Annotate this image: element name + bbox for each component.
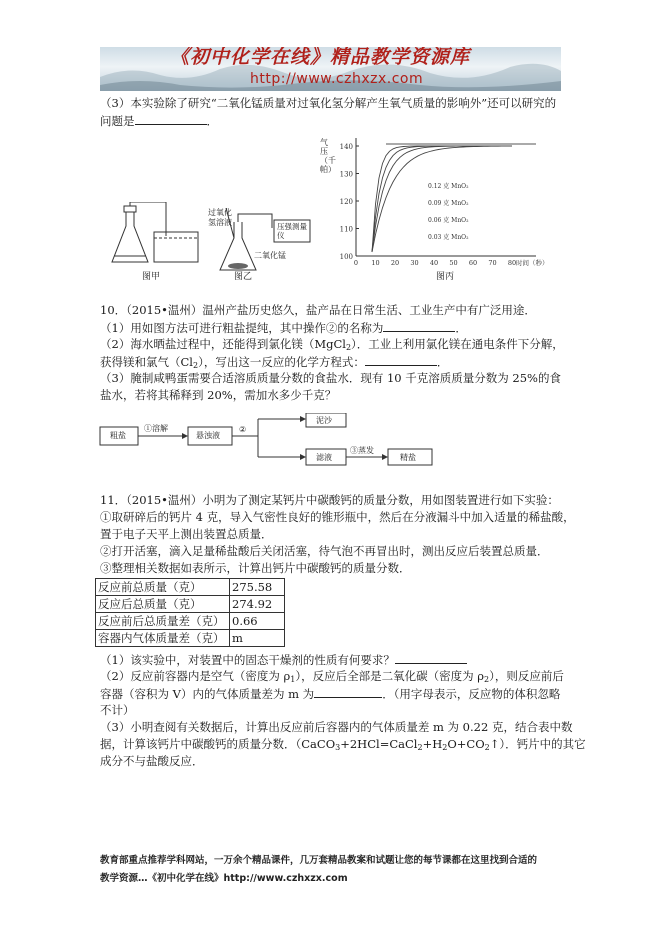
q11-p3-text-e: O+CO (447, 737, 485, 751)
flow-step2: ② (239, 425, 247, 434)
graph-x-axis-label: 时间（秒） (516, 259, 549, 267)
q11-p3-text-d: +H (422, 737, 443, 751)
answer-blank[interactable] (365, 354, 437, 366)
figure-bing-caption: 图丙 (436, 272, 455, 282)
q11-line2: ①取研碎后的钙片 4 克，导入气密性良好的锥形瓶中，然后在分液漏斗中加入适量的稀盐酸， (100, 510, 575, 524)
q11-p3-line3: 成分不与盐酸反应． (100, 754, 204, 768)
graph-x-tick-label: 50 (449, 259, 458, 267)
figure-yi-label-h2o2: 过氧化氢溶液 (208, 208, 232, 227)
q11-p2-line1 (100, 669, 564, 684)
table-cell-value: 274.92 (230, 596, 285, 613)
flow-sediment: 泥沙 (316, 416, 332, 425)
graph-curve-label: 0.06 克 MnO₂ (428, 217, 469, 224)
q11-p3-text-c: +2HCl=CaCl (340, 737, 418, 751)
graph-y-label: 气压（千帕） (320, 138, 336, 174)
q10-part2-text-b: ）．工业上利用氯化镁在通电条件下分解， (351, 337, 564, 351)
graph-curve-label: 0.09 克 MnO₂ (428, 200, 469, 207)
subscript: 2 (417, 743, 423, 752)
answer-blank[interactable] (383, 320, 455, 332)
answer-blank[interactable] (135, 113, 207, 125)
table-cell-key: 容器内气体质量差（克） (96, 630, 230, 647)
q11-p1 (100, 652, 467, 668)
q10-line6: 盐水，若将其稀释到 20%，需加水多少千克？ (100, 388, 337, 402)
graph-curve-label: 0.03 克 MnO₂ (428, 234, 469, 241)
graph-x-tick-label: 20 (390, 259, 400, 267)
answer-blank[interactable] (395, 652, 467, 664)
graph-x-tick-label: 40 (429, 259, 439, 267)
q11-p3-text-b: 据，计算该钙片中碳酸钙的质量分数．（CaCO (100, 737, 336, 751)
figure-row (108, 130, 568, 290)
q10-part2-text-d: ），写出这一反应的化学方程式： (198, 355, 365, 369)
q11-p2-text-a: （2）反应前容器内是空气（密度为 ρ (100, 669, 291, 683)
subscript: 2 (192, 361, 199, 370)
q11-p2-text-d: 容器（容积为 V）内的气体质量差为 m 为 (100, 687, 315, 701)
subscript: 2 (345, 343, 352, 352)
graph-curve-label: 0.12 克 MnO₂ (428, 183, 469, 190)
q10-line5: （3）腌制咸鸭蛋需要合适溶质质量分数的食盐水．现有 10 千克溶质质量分数为 25%的食 (100, 371, 561, 385)
table-row (96, 596, 285, 613)
q11-p1-text: （1）该实验中，对装置中的固态干燥剂的性质有何要求？ (100, 653, 395, 667)
flow-filtrate: 滤液 (316, 453, 332, 462)
table-cell-key: 反应前总质量（克） (96, 579, 230, 596)
table-cell-value: m (230, 630, 285, 647)
q11-line5: ③整理相关数据如表所示，计算出钙片中碳酸钙的质量分数． (100, 561, 411, 575)
figure-yi-label-meter: 压强测量仪 (277, 222, 307, 240)
flow-crude-salt: 粗盐 (110, 431, 126, 440)
table-row (96, 613, 285, 630)
graph-x-tick-label: 80 (507, 259, 517, 267)
flow-suspension: 悬浊液 (196, 431, 220, 440)
q11-line4: ②打开活塞，滴入足量稀盐酸后关闭活塞，待气泡不再冒出时，测出反应后装置总质量． (100, 544, 549, 558)
banner-url[interactable]: http://www.czhxzx.com (250, 71, 424, 87)
table-cell-key: 反应前后总质量差（克） (96, 613, 230, 630)
table-cell-key: 反应后总质量（克） (96, 596, 230, 613)
q-prev-text: 问题是 (100, 114, 135, 128)
figure-yi-label-mno2: 二氧化锰 (254, 251, 286, 260)
graph-y-tick-label: 100 (339, 253, 353, 261)
q10-line1: 10．（2015•温州）温州产盐历史悠久，盐产品在日常生活、工业生产中有广泛用途． (100, 303, 536, 317)
flow-step3: ③蒸发 (350, 446, 374, 455)
q10-part2-text-a: （2）海水晒盐过程中，还能得到氯化镁（MgCl (100, 337, 346, 351)
q11-p3-line2 (100, 737, 586, 752)
banner-title: 《初中化学在线》精品教学资源库 (170, 47, 471, 68)
q11-p2-line2 (100, 686, 560, 702)
subscript: 1 (290, 675, 296, 684)
graph-x-tick-label: 10 (371, 259, 380, 267)
footer-line2[interactable]: 教学资源…《初中化学在线》http://www.czhxzx.com (100, 873, 348, 884)
subscript: 3 (335, 743, 341, 752)
q-prev-line2: 问题是 ． (100, 114, 218, 128)
graph-y-tick-label: 130 (339, 170, 353, 179)
header-banner (100, 47, 561, 91)
q11-p2-line3: 不计） (100, 703, 135, 717)
graph-x-tick-label: 60 (468, 259, 478, 267)
q10-line4: 获得镁和氯气$(Cl_2)$，写出这一反应的化学方程式： ． (100, 355, 449, 370)
subscript: 2 (484, 743, 490, 752)
mass-data-table (95, 578, 285, 647)
q10-line2: （1）用如图方法可进行粗盐提纯，其中操作②的名称为 ． (100, 321, 467, 335)
graph-x-tick-label: 30 (410, 259, 419, 267)
q11-line3: 置于电子天平上测出装置总质量． (100, 527, 273, 541)
graph-y-tick-label: 110 (339, 225, 353, 234)
graph-x-tick-label: 70 (488, 259, 497, 267)
q11-p2-text-e: ．（用字母表示，反应物的体积忽略 (382, 687, 561, 701)
figure-jia-caption: 图甲 (142, 272, 161, 282)
answer-blank[interactable] (314, 686, 382, 698)
figure-yi-caption: 图乙 (234, 272, 253, 282)
table-row (96, 630, 285, 647)
q11-line1: 11．（2015•温州）小明为了测定某钙片中碳酸钙的质量分数，用如图装置进行如下实验： (100, 493, 559, 507)
q11-p2-text-c: ），则反应前后 (489, 669, 564, 683)
q10-part2-text-c: 获得镁和氯气（Cl (100, 355, 193, 369)
flow-step1: ①溶解 (144, 424, 168, 433)
flow-refined-salt: 精盐 (400, 453, 416, 462)
q-prev-line1: （3）本实验除了研究“二氧化锰质量对过氧化氢分解产生氧气质量的影响外”还可以研究的 (100, 96, 557, 110)
q11-p3-line1: （3）小明查阅有关数据后，计算出反应前后容器内的气体质量差 m 为 0.22 克，结合表中数 (100, 720, 573, 734)
subscript: 2 (442, 743, 448, 752)
table-row (96, 579, 285, 596)
table-cell-value: 275.58 (230, 579, 285, 596)
figure-bing-graph (334, 130, 554, 270)
q11-p2-text-b: ），反应后全部是二氧化碳（密度为 ρ (295, 669, 484, 683)
purification-flowchart (98, 413, 438, 473)
graph-y-tick-label: 120 (339, 198, 353, 206)
graph-y-tick-label: 140 (339, 143, 353, 151)
graph-x-tick-label: 0 (353, 259, 359, 267)
q10-part1-text: （1）用如图方法可进行粗盐提纯，其中操作②的名称为 (100, 321, 384, 335)
q11-p3-text-f: ↑）．钙片中的其它 (489, 737, 586, 751)
subscript: 2 (484, 675, 490, 684)
table-cell-value: 0.66 (230, 613, 285, 630)
q10-line3 (100, 337, 564, 352)
footer-line1: 教育部重点推荐学科网站，一万余个精品课件，几万套精品教案和试题让您的每节课都在这里找到合适的 (100, 855, 538, 866)
